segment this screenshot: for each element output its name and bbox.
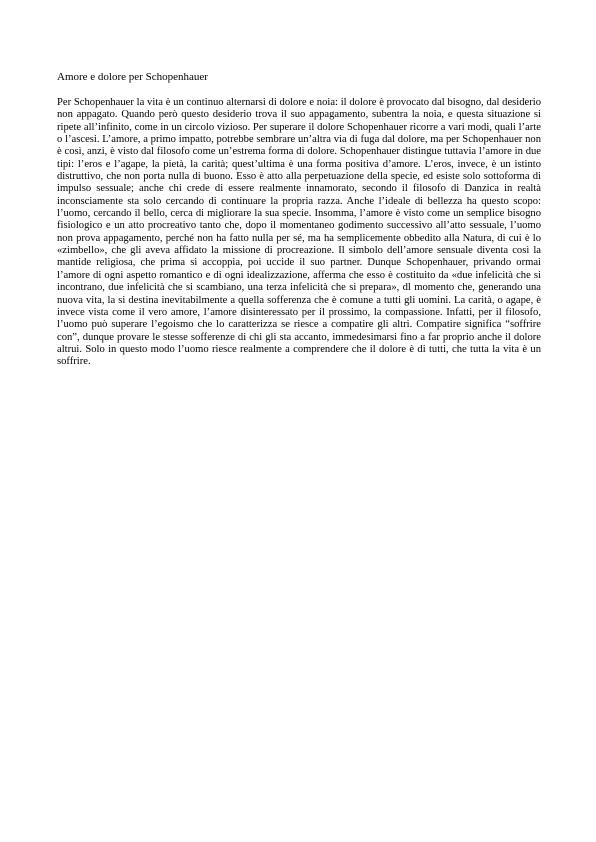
document-title: Amore e dolore per Schopenhauer [57, 71, 208, 83]
body-paragraph: Per Schopenhauer la vita è un continuo alternarsi di dolore e noia: il dolore è provocato dal bisogno, dal desiderio non appagato. Quando però questo desiderio trova il suo appagamento, subentra la noia, e questa situazione si ripete all’infinito, come in un circolo vizioso. Per superare il dolore Schopenhauer ricorre a vari modi, quali l’arte o l’ascesi. L’amore, a primo impatto, potrebbe sembrare un’altra via di fuga dal dolore, ma per Schopenhauer non è così, anzi, è visto dal filosofo come un’estrema forma di dolore. Schopenhauer distingue tuttavia l’amore in due tipi: l’eros e l’agape, la pietà, la carità; quest’ultima è una forma positiva d’amore. L’eros, invece, è un istinto distruttivo, che non porta nulla di buono. Esso è atto alla perpetuazione della specie, ed esiste solo sottoforma di impulso sessuale; anche chi crede di essere realmente innamorato, secondo il filosofo di Danzica in realtà inconsciamente sta solo cercando di continuare la propria razza. Anche l’ideale di bellezza ha questo scopo: l’uomo, cercando il bello, cerca di migliorare la sua specie. Insomma, l’amore è visto come un semplice bisogno fisiologico e un atto procreativo tanto che, dopo il momentaneo godimento successivo all’atto sessuale, l’uomo non prova appagamento, perché non ha fatto nulla per sé, ma ha semplicemente obbedito alla Natura, di cui è lo «zimbello», che gli aveva affidato la missione di procreazione. Il simbolo dell’amore sensuale diventa così la mantide religiosa, che prima si accoppia, poi uccide il suo partner. Dunque Schopenhauer, privando ormai l’amore di ogni aspetto romantico e di ogni idealizzazione, afferma che esso è costituito da «due infelicità che si incontrano, due infelicità che si scambiano, una terza infelicità che si prepara», dl momento che, generando una nuova vita, la si destina inevitabilmente a quella sofferenza che è comune a tutti gli uomini. La carità, o agape, è invece vista come il vero amore, l’amore disinteressato per il prossimo, la compassione. Infatti, per il filosofo, l’uomo può superare l’egoismo che lo caratterizza se riesce a compatire gli altri. Compatire significa “soffrire con”, dunque provare le stesse sofferenze di chi gli sta accanto, immedesimarsi fino a far proprio anche il dolore altrui. Solo in questo modo l’uomo riesce realmente a comprendere che il dolore è di tutti, che tutta la vita è un soffrire. [57, 97, 541, 368]
